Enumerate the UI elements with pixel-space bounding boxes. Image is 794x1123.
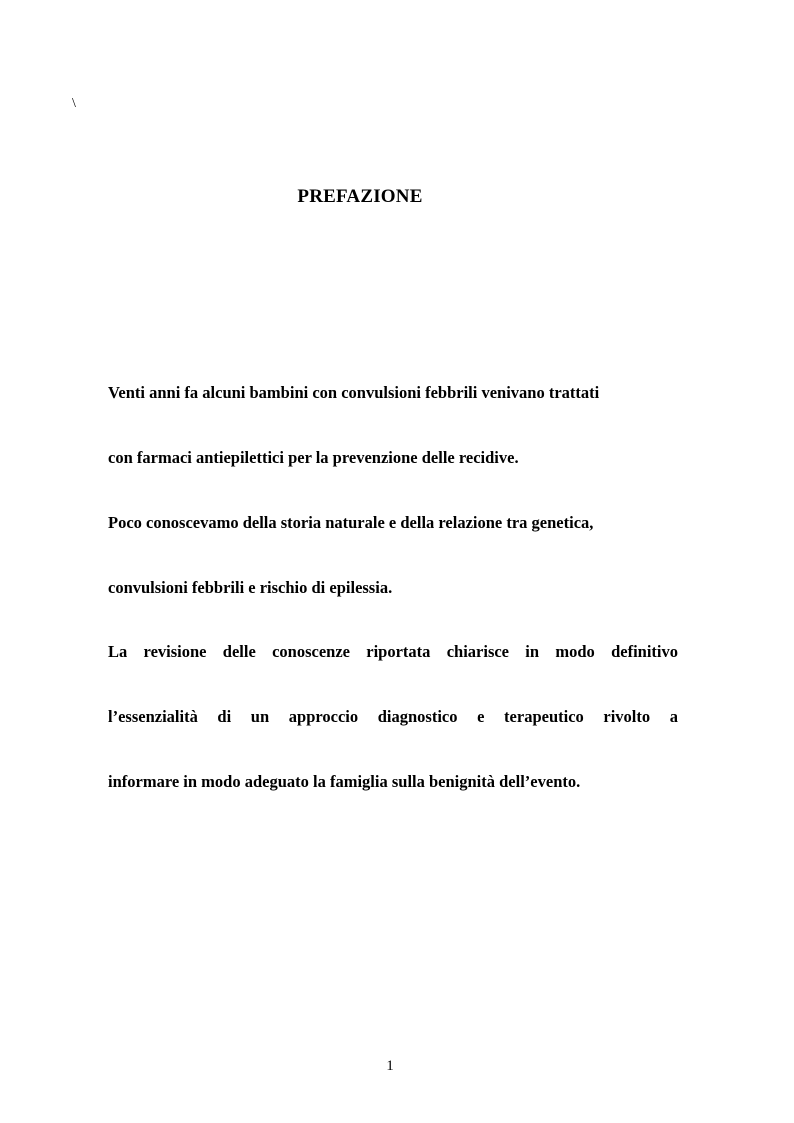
paragraph-line-3: Poco conoscevamo della storia naturale e della relazione tra genetica, <box>108 513 594 532</box>
page-title: PREFAZIONE <box>297 186 423 207</box>
paragraph-line-4: convulsioni febbrili e rischio di epilessia. <box>108 578 393 597</box>
stray-backslash-mark: \ <box>72 96 76 111</box>
paragraph-line-5: La revisione delle conoscenze riportata chiarisce in modo definitivo <box>108 642 678 661</box>
paragraph-line-1: Venti anni fa alcuni bambini con convulsioni febbrili venivano trattati <box>108 383 600 402</box>
paragraph-line-2: con farmaci antiepilettici per la prevenzione delle recidive. <box>108 448 519 467</box>
page-number: 1 <box>386 1058 394 1074</box>
paragraph-line-7: informare in modo adeguato la famiglia sulla benignità dell’evento. <box>108 772 581 791</box>
paragraph-line-6: l’essenzialità di un approccio diagnostico e terapeutico rivolto a <box>108 707 678 726</box>
